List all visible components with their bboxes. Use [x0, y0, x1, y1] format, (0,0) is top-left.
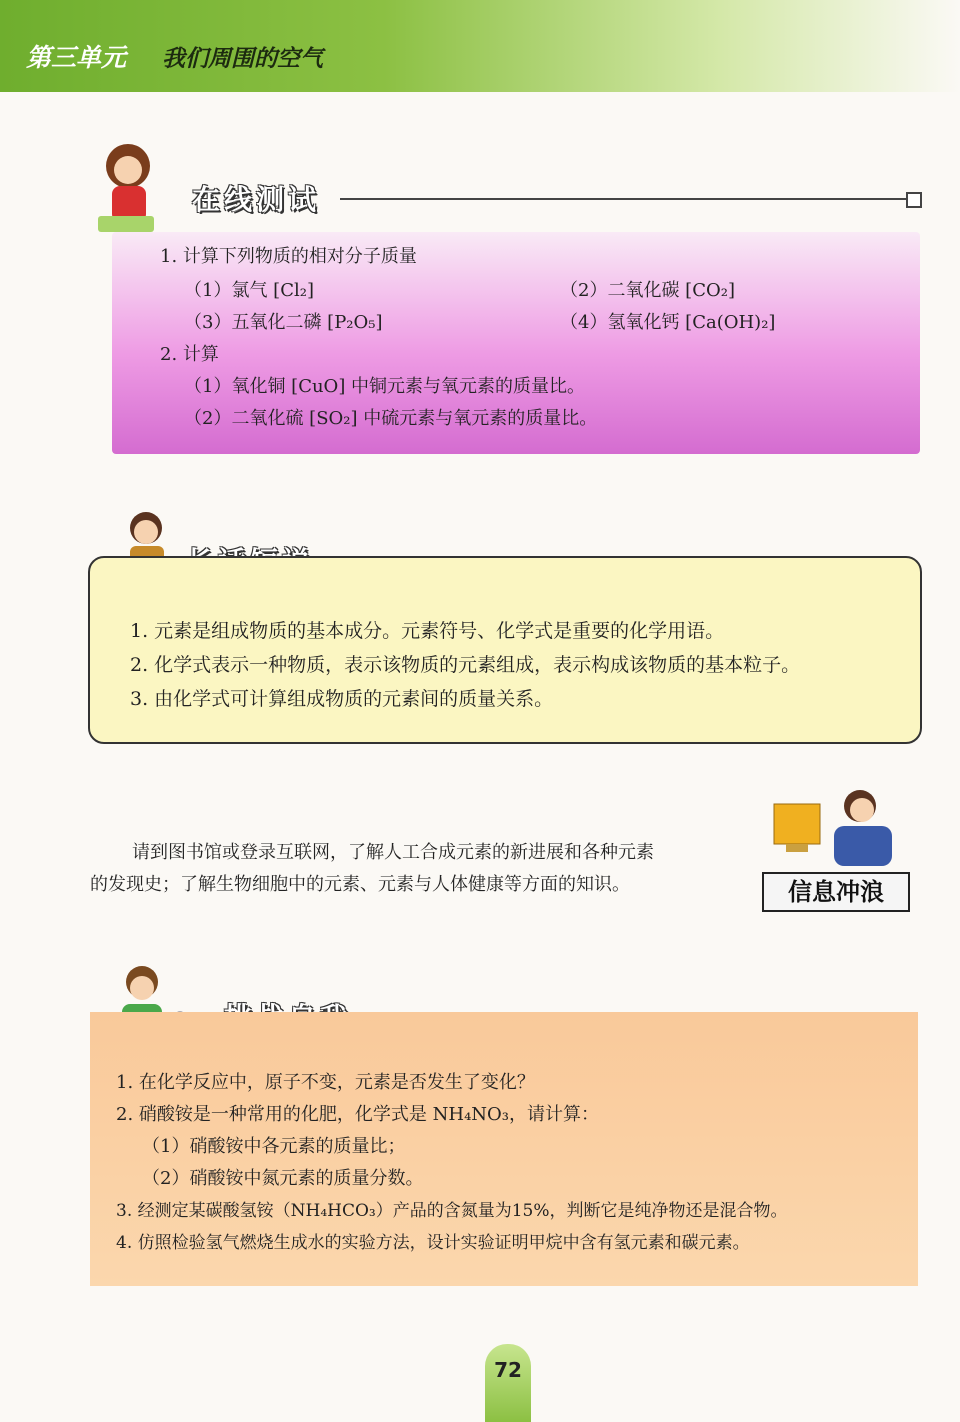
test-item-1-4: （4）氢氧化钙 [Ca(OH)₂] — [560, 312, 776, 333]
challenge-item-2: 2. 硝酸铵是一种常用的化肥，化学式是 NH₄NO₃，请计算： — [116, 1104, 600, 1125]
info-surf-text-1: 请到图书馆或登录互联网，了解人工合成元素的新进展和各种元素 — [132, 842, 654, 863]
challenge-item-3: 3. 经测定某碳酸氢铵（NH₄HCO₃）产品的含氮量为15%，判断它是纯净物还是混合物。 — [116, 1201, 788, 1221]
unit-header — [0, 0, 960, 92]
page-number: 72 — [494, 1358, 522, 1382]
page-number-tab — [485, 1344, 531, 1422]
title-rule — [340, 198, 910, 200]
test-item-2: 2. 计算 — [160, 344, 219, 365]
unit-number: 第三单元 — [26, 43, 127, 72]
girl-illustration — [90, 140, 170, 236]
summary-item-2: 2. 化学式表示一种物质，表示该物质的元素组成，表示构成该物质的基本粒子。 — [130, 654, 801, 676]
challenge-item-2-2: （2）硝酸铵中氮元素的质量分数。 — [142, 1168, 424, 1189]
test-item-1: 1. 计算下列物质的相对分子质量 — [160, 246, 417, 267]
challenge-item-1: 1. 在化学反应中，原子不变，元素是否发生了变化？ — [116, 1072, 535, 1093]
challenge-item-4: 4. 仿照检验氢气燃烧生成水的实验方法，设计实验证明甲烷中含有氢元素和碳元素。 — [116, 1233, 750, 1253]
challenge-item-2-1: （1）硝酸铵中各元素的质量比； — [142, 1136, 406, 1157]
online-test-title: 在线测试 — [192, 183, 321, 216]
computer-user-illustration — [768, 784, 908, 870]
info-surf-label: 信息冲浪 — [762, 872, 910, 912]
unit-title: 我们周围的空气 — [162, 45, 323, 72]
test-item-2-1: （1）氧化铜 [CuO] 中铜元素与氧元素的质量比。 — [184, 376, 586, 397]
rule-end-box — [906, 192, 922, 208]
summary-item-3: 3. 由化学式可计算组成物质的元素间的质量关系。 — [130, 688, 554, 710]
summary-item-1: 1. 元素是组成物质的基本成分。元素符号、化学式是重要的化学用语。 — [130, 620, 725, 642]
test-item-1-1: （1）氯气 [Cl₂] — [184, 280, 314, 301]
test-item-1-3: （3）五氧化二磷 [P₂O₅] — [184, 312, 383, 333]
info-surf-text-2: 的发现史；了解生物细胞中的元素、元素与人体健康等方面的知识。 — [90, 874, 630, 895]
test-item-1-2: （2）二氧化碳 [CO₂] — [560, 280, 735, 301]
test-item-2-2: （2）二氧化硫 [SO₂] 中硫元素与氧元素的质量比。 — [184, 408, 598, 429]
